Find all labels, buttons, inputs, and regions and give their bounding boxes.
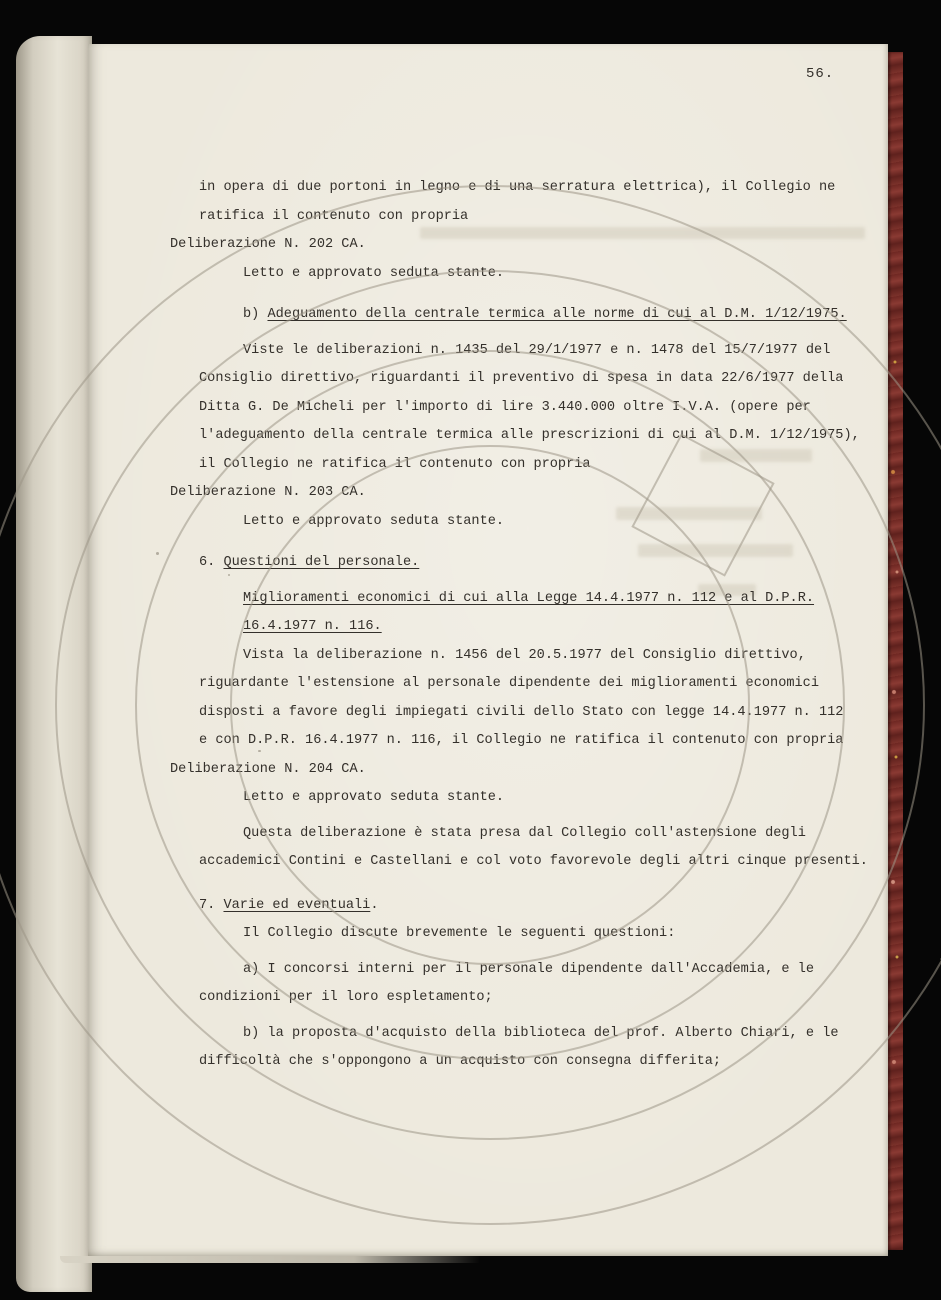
doc-line — [199, 892, 868, 921]
doc-line — [170, 231, 868, 260]
doc-line — [243, 337, 868, 366]
book-page-stack-edge — [16, 36, 92, 1292]
text: b) — [243, 307, 268, 322]
text: Deliberazione N. 203 CA. — [170, 485, 366, 500]
doc-line — [243, 301, 868, 330]
doc-line — [199, 848, 868, 877]
text: 7. — [199, 897, 224, 913]
underlined-text: Varie ed eventuali — [223, 897, 371, 913]
text: Il Collegio discute brevemente le seguenti questioni: — [243, 926, 676, 941]
underlined-text: 16.4.1977 n. 116. — [243, 619, 382, 634]
text: l'adeguamento della centrale termica alle prescrizioni di cui al D.M. 1/12/1975), — [199, 428, 860, 443]
text: Letto e approvato seduta stante. — [243, 265, 505, 281]
doc-line — [199, 670, 868, 699]
doc-line — [243, 585, 868, 614]
doc-line — [243, 784, 868, 813]
doc-line — [199, 451, 868, 480]
doc-line — [170, 756, 868, 785]
underlined-text: Adeguamento della centrale termica alle norme di cui al D.M. 1/12/1975. — [267, 307, 847, 322]
text: il Collegio ne ratifica il contenuto con propria — [199, 456, 591, 472]
doc-line — [243, 1020, 868, 1049]
text: disposti a favore degli impiegati civili dello Stato con legge 14.4.1977 n. 112 — [199, 704, 844, 720]
doc-line — [170, 479, 868, 508]
doc-line — [243, 260, 868, 289]
text: condizioni per il loro espletamento; — [199, 990, 493, 1005]
text: 6. — [199, 555, 224, 570]
text: Deliberazione N. 202 CA. — [170, 237, 366, 252]
doc-line — [199, 174, 868, 203]
page-number: 56. — [806, 66, 835, 82]
underlined-text: Questioni del personale. — [223, 555, 420, 570]
text: ratifica il contenuto con propria — [199, 208, 469, 224]
doc-line — [243, 956, 868, 985]
doc-line — [199, 422, 868, 451]
doc-line — [243, 613, 868, 642]
typewritten-text-block — [88, 44, 888, 1256]
text: Letto e approvato seduta stante. — [243, 513, 505, 529]
marbled-cover-edge — [888, 52, 903, 1250]
doc-line — [243, 920, 868, 949]
text: Ditta G. De Micheli per l'importo di lire 3.440.000 oltre I.V.A. (opere per — [199, 399, 811, 415]
doc-line — [199, 699, 868, 728]
doc-line — [243, 508, 868, 537]
text: in opera di due portoni in legno e di una serratura elettrica), il Collegio ne — [199, 180, 836, 195]
text: Vista la deliberazione n. 1456 del 20.5.1977 del Consiglio direttivo, — [243, 647, 806, 663]
doc-line — [199, 549, 868, 578]
underlying-page-edge — [60, 1256, 480, 1263]
text: Consiglio direttivo, riguardanti il preventivo di spesa in data 22/6/1977 della — [199, 371, 844, 386]
doc-line — [243, 642, 868, 671]
doc-line — [199, 984, 868, 1013]
text: difficoltà che s'oppongono a un acquisto con consegna differita; — [199, 1054, 722, 1069]
text: a) I concorsi interni per il personale dipendente dall'Accademia, e le — [243, 961, 815, 977]
doc-line — [199, 365, 868, 394]
doc-line — [199, 727, 868, 756]
text: . — [370, 897, 379, 913]
doc-line — [199, 394, 868, 423]
doc-line — [243, 820, 868, 849]
text: Letto e approvato seduta stante. — [243, 790, 505, 805]
text: accademici Contini e Castellani e col voto favorevole degli altri cinque presenti. — [199, 854, 868, 869]
text: b) la proposta d'acquisto della biblioteca del prof. Alberto Chiari, e le — [243, 1025, 839, 1041]
underlined-text: Miglioramenti economici di cui alla Legge 14.4.1977 n. 112 e al D.P.R. — [243, 590, 815, 606]
text: e con D.P.R. 16.4.1977 n. 116, il Collegio ne ratifica il contenuto con propria — [199, 733, 844, 748]
text: riguardante l'estensione al personale dipendente dei miglioramenti economici — [199, 676, 819, 691]
text: Questa deliberazione è stata presa dal Collegio coll'astensione degli — [243, 825, 806, 841]
text: Viste le deliberazioni n. 1435 del 29/1/1977 e n. 1478 del 15/7/1977 del — [243, 342, 831, 358]
text: Deliberazione N. 204 CA. — [170, 761, 366, 777]
doc-line — [199, 1048, 868, 1077]
doc-line — [199, 203, 868, 232]
